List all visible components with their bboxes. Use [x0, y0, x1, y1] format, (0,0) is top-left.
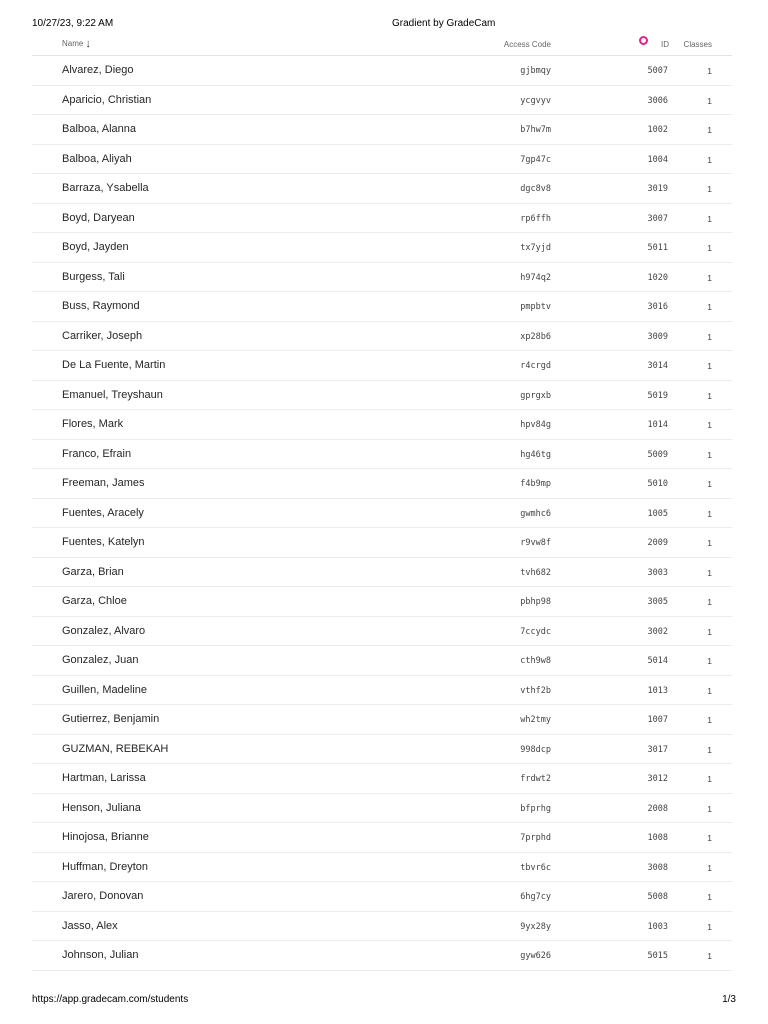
student-id: 5014	[647, 656, 668, 666]
table-row[interactable]	[32, 174, 732, 204]
column-header-classes[interactable]: Classes	[683, 40, 712, 49]
access-code: 7prphd	[520, 833, 551, 843]
class-count: 1	[707, 951, 712, 961]
class-count: 1	[707, 567, 712, 578]
access-code: rp6ffh	[520, 213, 551, 224]
table-row[interactable]	[32, 676, 732, 706]
class-count: 1	[707, 685, 712, 696]
access-code: r9vw8f	[520, 538, 551, 548]
access-code: hpv84g	[520, 420, 551, 430]
class-count: 1	[707, 803, 712, 814]
access-code: bfprhg	[520, 803, 551, 814]
student-id: 2008	[647, 803, 668, 814]
table-row[interactable]	[32, 764, 732, 794]
table-body	[32, 56, 732, 971]
table-row[interactable]	[32, 145, 732, 175]
print-footer	[32, 994, 736, 1008]
table-row[interactable]	[32, 735, 732, 765]
access-code: f4b9mp	[520, 479, 551, 489]
student-id: 2009	[647, 538, 668, 548]
access-code: 6hg7cy	[520, 892, 551, 902]
student-id: 1007	[647, 715, 668, 725]
table-row[interactable]	[32, 292, 732, 322]
class-count: 1	[707, 862, 712, 873]
student-name: Gutierrez, Benjamin	[62, 713, 160, 725]
table-row[interactable]	[32, 558, 732, 588]
table-row[interactable]	[32, 617, 732, 647]
class-count: 1	[707, 331, 712, 342]
student-id: 5019	[647, 390, 668, 401]
access-code: hg46tg	[520, 449, 551, 460]
class-count: 1	[707, 479, 712, 489]
table-row[interactable]	[32, 469, 732, 499]
table-row[interactable]	[32, 56, 732, 86]
class-count: 1	[707, 361, 712, 371]
students-table	[32, 34, 732, 971]
column-header-access-code[interactable]: Access Code	[503, 40, 551, 49]
student-name: Gonzalez, Juan	[62, 654, 139, 666]
access-code: xp28b6	[520, 331, 551, 342]
student-name: Aparicio, Christian	[62, 93, 152, 106]
class-count: 1	[707, 774, 712, 784]
student-name: Gonzalez, Alvaro	[62, 624, 146, 637]
student-name: Freeman, James	[62, 477, 145, 489]
access-code: cth9w8	[520, 656, 551, 666]
student-id: 5007	[647, 66, 668, 76]
access-code: dgc8v8	[520, 184, 551, 194]
student-name: Balboa, Alanna	[62, 123, 137, 135]
table-row[interactable]	[32, 528, 732, 558]
student-id: 3016	[647, 302, 668, 312]
student-name: Alvarez, Diego	[62, 64, 134, 76]
column-header-id[interactable]: ID	[661, 40, 669, 49]
access-code: tx7yjd	[520, 243, 551, 253]
status-ring-icon	[639, 36, 648, 45]
student-name: Jarero, Donovan	[62, 890, 144, 902]
table-row[interactable]	[32, 410, 732, 440]
student-name: Garza, Brian	[62, 565, 124, 578]
access-code: pbhp98	[520, 597, 551, 607]
student-id: 3005	[647, 597, 668, 607]
print-header	[32, 18, 736, 32]
table-row[interactable]	[32, 322, 732, 352]
access-code: tbvr6c	[520, 862, 551, 873]
student-name: Emanuel, Treyshaun	[62, 388, 163, 401]
print-title: Gradient by GradeCam	[392, 18, 496, 29]
table-row[interactable]	[32, 115, 732, 145]
class-count: 1	[707, 597, 712, 607]
student-id: 1002	[647, 125, 668, 135]
access-code: ycgvyv	[520, 95, 551, 106]
class-count: 1	[707, 272, 712, 283]
student-id: 5015	[647, 951, 668, 961]
table-row[interactable]	[32, 86, 732, 116]
table-row[interactable]	[32, 882, 732, 912]
student-id: 3019	[647, 184, 668, 194]
table-row[interactable]	[32, 499, 732, 529]
column-header-name[interactable]	[62, 39, 91, 48]
access-code: b7hw7m	[520, 125, 551, 135]
table-row[interactable]	[32, 440, 732, 470]
class-count: 1	[707, 921, 712, 932]
class-count: 1	[707, 243, 712, 253]
page-number: 1/3	[722, 994, 736, 1005]
student-name: Guillen, Madeline	[62, 683, 147, 696]
student-name: Johnson, Julian	[62, 949, 139, 961]
student-name: Franco, Efrain	[62, 447, 132, 460]
student-name: Garza, Chloe	[62, 595, 127, 607]
student-id: 3007	[647, 213, 668, 224]
student-name: Hinojosa, Brianne	[62, 831, 149, 843]
access-code: r4crgd	[520, 361, 551, 371]
class-count: 1	[707, 390, 712, 401]
student-name: Jasso, Alex	[62, 919, 118, 932]
student-id: 3006	[647, 95, 668, 106]
access-code: vthf2b	[520, 685, 551, 696]
table-row[interactable]	[32, 853, 732, 883]
table-row[interactable]	[32, 823, 732, 853]
access-code: tvh682	[520, 567, 551, 578]
class-count: 1	[707, 154, 712, 165]
access-code: frdwt2	[520, 774, 551, 784]
table-row[interactable]	[32, 941, 732, 971]
table-row[interactable]	[32, 912, 732, 942]
class-count: 1	[707, 626, 712, 637]
student-id: 5010	[647, 479, 668, 489]
student-id: 3017	[647, 744, 668, 755]
class-count: 1	[707, 715, 712, 725]
student-id: 3003	[647, 567, 668, 578]
student-name: Fuentes, Aracely	[62, 506, 144, 519]
access-code: 9yx28y	[520, 921, 551, 932]
student-id: 1014	[647, 420, 668, 430]
student-name: Carriker, Joseph	[62, 329, 143, 342]
student-name: Boyd, Jayden	[62, 241, 129, 253]
student-name: Boyd, Daryean	[62, 211, 135, 224]
student-id: 3012	[647, 774, 668, 784]
table-row[interactable]	[32, 705, 732, 735]
student-name: GUZMAN, REBEKAH	[62, 742, 169, 755]
student-id: 1005	[647, 508, 668, 519]
class-count: 1	[707, 125, 712, 135]
access-code: gprgxb	[520, 390, 551, 401]
table-row[interactable]	[32, 381, 732, 411]
class-count: 1	[707, 508, 712, 519]
class-count: 1	[707, 892, 712, 902]
class-count: 1	[707, 656, 712, 666]
column-header-name-label: Name	[62, 39, 84, 48]
student-id: 5011	[647, 243, 668, 253]
student-id: 1020	[647, 272, 668, 283]
table-row[interactable]	[32, 794, 732, 824]
table-row[interactable]	[32, 263, 732, 293]
class-count: 1	[707, 538, 712, 548]
student-name: Huffman, Dreyton	[62, 860, 149, 873]
class-count: 1	[707, 302, 712, 312]
student-id: 1008	[647, 833, 668, 843]
table-row[interactable]	[32, 646, 732, 676]
student-name: Hartman, Larissa	[62, 772, 146, 784]
table-row[interactable]	[32, 233, 732, 263]
student-name: De La Fuente, Martin	[62, 359, 166, 371]
class-count: 1	[707, 420, 712, 430]
class-count: 1	[707, 213, 712, 224]
student-id: 3008	[647, 862, 668, 873]
student-id: 1003	[647, 921, 668, 932]
sort-down-icon: ↓	[85, 37, 91, 50]
class-count: 1	[707, 95, 712, 106]
table-row[interactable]	[32, 587, 732, 617]
student-name: Burgess, Tali	[62, 270, 125, 283]
class-count: 1	[707, 449, 712, 460]
class-count: 1	[707, 744, 712, 755]
student-id: 3002	[647, 626, 668, 637]
access-code: pmpbtv	[520, 302, 551, 312]
student-id: 3009	[647, 331, 668, 342]
print-url: https://app.gradecam.com/students	[32, 994, 189, 1005]
access-code: 7ccydc	[520, 626, 551, 637]
student-name: Henson, Juliana	[62, 801, 141, 814]
class-count: 1	[707, 184, 712, 194]
student-id: 3014	[647, 361, 668, 371]
access-code: gwmhc6	[520, 508, 551, 519]
table-header	[32, 34, 732, 56]
student-name: Barraza, Ysabella	[62, 182, 149, 194]
student-id: 1004	[647, 154, 668, 165]
access-code: wh2tmy	[520, 715, 551, 725]
access-code: gyw626	[520, 951, 551, 961]
student-id: 1013	[647, 685, 668, 696]
student-name: Buss, Raymond	[62, 300, 140, 312]
access-code: 998dcp	[520, 744, 551, 755]
student-id: 5008	[647, 892, 668, 902]
print-date: 10/27/23, 9:22 AM	[32, 18, 114, 29]
class-count: 1	[707, 833, 712, 843]
student-name: Flores, Mark	[62, 418, 124, 430]
table-row[interactable]	[32, 204, 732, 234]
access-code: h974q2	[520, 272, 551, 283]
table-row[interactable]	[32, 351, 732, 381]
class-count: 1	[707, 66, 712, 76]
student-name: Fuentes, Katelyn	[62, 536, 145, 548]
access-code: 7gp47c	[520, 154, 551, 165]
student-id: 5009	[647, 449, 668, 460]
student-name: Balboa, Aliyah	[62, 152, 132, 165]
access-code: gjbmqy	[520, 66, 551, 76]
